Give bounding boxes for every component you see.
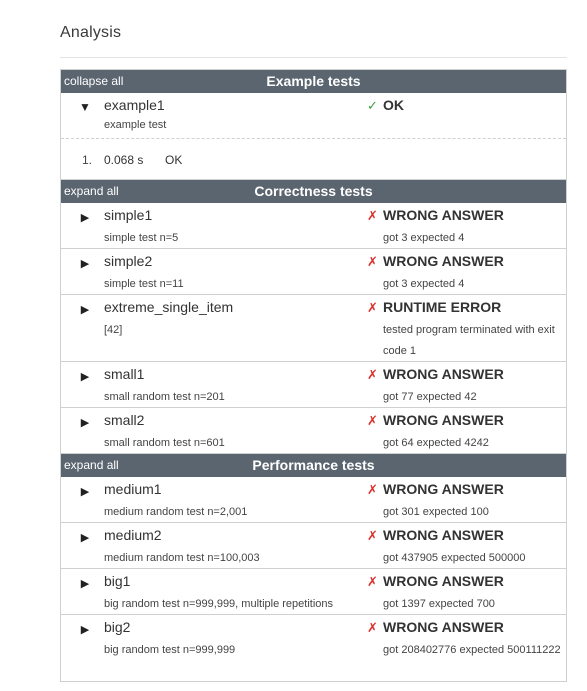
results-table	[60, 69, 567, 682]
test-verdict: WRONG ANSWER	[383, 366, 504, 382]
expand-triangle-icon[interactable]: ▶	[80, 624, 90, 636]
test-row-medium2[interactable]	[61, 523, 566, 569]
test-detail: got 1397 expected 700	[383, 598, 495, 610]
expand-triangle-icon[interactable]: ▶	[80, 371, 90, 383]
cross-icon: ✗	[367, 208, 378, 223]
subresult-status: OK	[165, 153, 183, 167]
subresult-index: 1.	[82, 153, 93, 167]
section-title: Performance tests	[252, 457, 375, 473]
test-row-small1[interactable]	[61, 362, 566, 408]
title-divider	[60, 57, 567, 58]
test-verdict: WRONG ANSWER	[383, 481, 504, 497]
cross-icon: ✗	[367, 254, 378, 269]
test-detail: got 3 expected 4	[383, 278, 465, 290]
test-description: small random test n=201	[104, 391, 225, 403]
test-row-simple1[interactable]	[61, 203, 566, 249]
section-title: Example tests	[266, 73, 361, 89]
test-description: simple test n=5	[104, 232, 179, 244]
test-name: medium1	[104, 481, 162, 497]
test-verdict: WRONG ANSWER	[383, 412, 504, 428]
cross-icon: ✗	[367, 528, 378, 543]
test-row-extreme-single-item[interactable]	[61, 295, 566, 362]
test-name: big1	[104, 573, 131, 589]
test-verdict: WRONG ANSWER	[383, 527, 504, 543]
test-detail: tested program terminated with exit code 1	[383, 324, 555, 357]
test-verdict: WRONG ANSWER	[383, 619, 504, 635]
cross-icon: ✗	[367, 300, 378, 315]
test-name: small2	[104, 412, 145, 428]
test-verdict: WRONG ANSWER	[383, 573, 504, 589]
section-header-performance	[61, 454, 566, 477]
cross-icon: ✗	[367, 574, 378, 589]
expand-triangle-icon[interactable]: ▶	[80, 578, 90, 590]
test-detail: got 437905 expected 500000	[383, 552, 526, 564]
test-name: big2	[104, 619, 131, 635]
test-verdict: RUNTIME ERROR	[383, 299, 502, 315]
test-description: medium random test n=2,001	[104, 506, 248, 518]
test-detail: got 301 expected 100	[383, 506, 489, 518]
expand-triangle-icon[interactable]: ▶	[80, 304, 90, 316]
test-name: example1	[104, 97, 165, 113]
test-verdict: OK	[383, 97, 404, 113]
section-header-correctness	[61, 180, 566, 203]
test-row-small2[interactable]	[61, 408, 566, 454]
test-description: big random test n=999,999	[104, 644, 236, 656]
subresult-time: 0.068 s	[104, 153, 144, 167]
expand-triangle-icon[interactable]: ▶	[80, 532, 90, 544]
expand-triangle-icon[interactable]: ▶	[80, 486, 90, 498]
section-title: Correctness tests	[254, 183, 373, 199]
test-description: medium random test n=100,003	[104, 552, 260, 564]
test-verdict: WRONG ANSWER	[383, 253, 504, 269]
test-row-big1[interactable]	[61, 569, 566, 615]
expand-triangle-icon[interactable]: ▶	[80, 258, 90, 270]
test-name: medium2	[104, 527, 162, 543]
expand-triangle-icon[interactable]: ▶	[80, 212, 90, 224]
check-icon: ✓	[367, 98, 378, 113]
test-row-simple2[interactable]	[61, 249, 566, 295]
cross-icon: ✗	[367, 367, 378, 382]
cross-icon: ✗	[367, 620, 378, 635]
test-row-medium1[interactable]	[61, 477, 566, 523]
test-name: simple2	[104, 253, 153, 269]
cross-icon: ✗	[367, 482, 378, 497]
test-description: simple test n=11	[104, 278, 184, 290]
collapse-triangle-icon[interactable]: ▼	[79, 100, 91, 114]
test-detail: got 3 expected 4	[383, 232, 465, 244]
test-name: small1	[104, 366, 145, 382]
test-detail: got 64 expected 4242	[383, 437, 489, 449]
expand-all-link[interactable]: expand all	[64, 184, 119, 198]
section-header-example	[61, 70, 566, 93]
expand-triangle-icon[interactable]: ▶	[80, 417, 90, 429]
test-detail: got 77 expected 42	[383, 391, 477, 403]
test-row-big2[interactable]	[61, 615, 566, 682]
test-description: big random test n=999,999, multiple repetitions	[104, 598, 334, 610]
test-row-example1[interactable]	[61, 93, 566, 139]
test-description: small random test n=601	[104, 437, 225, 449]
test-detail: got 208402776 expected 500111222	[383, 644, 561, 656]
subresult-row	[61, 139, 566, 180]
cross-icon: ✗	[367, 413, 378, 428]
test-description: example test	[104, 119, 167, 131]
collapse-all-link[interactable]: collapse all	[64, 74, 124, 88]
test-verdict: WRONG ANSWER	[383, 207, 504, 223]
test-name: extreme_single_item	[104, 299, 234, 315]
expand-all-link[interactable]: expand all	[64, 458, 119, 472]
page-title: Analysis	[60, 24, 122, 41]
test-description: [42]	[104, 324, 123, 336]
test-name: simple1	[104, 207, 153, 223]
